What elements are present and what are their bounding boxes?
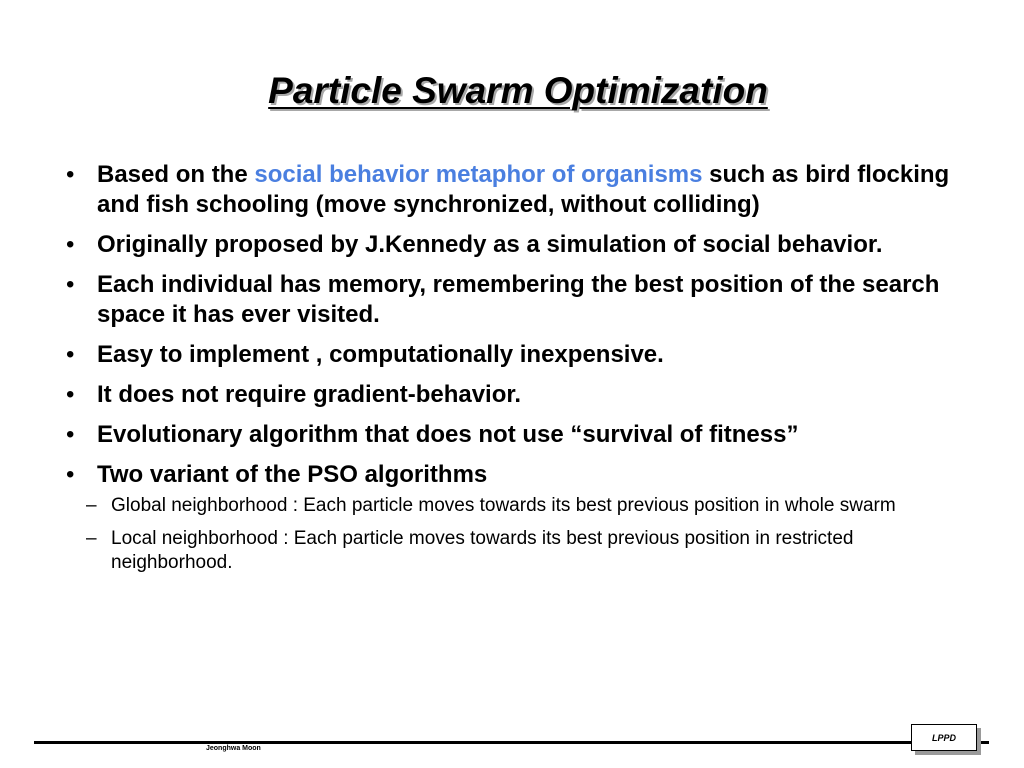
bullet-icon: • (66, 381, 75, 408)
dash-icon: – (86, 495, 97, 516)
bullet-item (66, 340, 966, 370)
bullet-icon: • (66, 341, 75, 368)
bullet-list (66, 160, 966, 585)
bullet-icon: • (66, 421, 75, 448)
bullet-text: Originally proposed by J.Kennedy as a simulation of social behavior. (97, 231, 883, 258)
bullet-item (66, 270, 966, 330)
bullet-text: It does not require gradient-behavior. (97, 381, 522, 408)
bullet-icon: • (66, 231, 75, 258)
slide-title: Particle Swarm Optimization (268, 70, 768, 111)
sub-bullet-list (86, 494, 966, 575)
bullet-icon: • (66, 461, 75, 488)
bullet-item (66, 420, 966, 450)
footer-divider (34, 741, 989, 744)
bullet-item (66, 160, 966, 220)
sub-bullet-item (66, 527, 935, 575)
lab-badge-label: LPPD (931, 733, 956, 743)
bullet-icon: • (66, 161, 75, 188)
sub-bullet-item (66, 494, 935, 518)
sub-bullet-text: Global neighborhood : Each particle moves towards its best previous position in whole swarm (111, 495, 896, 516)
bullet-item (66, 460, 966, 575)
highlighted-phrase: social behavior metaphor of organisms (254, 161, 703, 188)
footer-author: Jeonghwa Moon (206, 745, 261, 752)
bullet-text: Evolutionary algorithm that does not use “survival of fitness” (97, 421, 799, 448)
bullet-text: Easy to implement , computationally inexpensive. (97, 341, 664, 368)
bullet-text: Each individual has memory, remembering the best position of the search space it has ever visited. (97, 271, 940, 328)
bullet-text-lead: Based on the (97, 161, 255, 188)
bullet-text-tail: such as bird flocking and fish schooling (move synchronized, without colliding) (97, 161, 950, 218)
bullet-item (66, 230, 966, 260)
dash-icon: – (86, 528, 97, 549)
lab-badge (911, 724, 977, 751)
bullet-text: Two variant of the PSO algorithms (97, 461, 488, 488)
bullet-item (66, 380, 966, 410)
sub-bullet-text: Local neighborhood : Each particle moves towards its best previous position in restricted neighborhood. (111, 528, 854, 573)
bullet-icon: • (66, 271, 75, 298)
